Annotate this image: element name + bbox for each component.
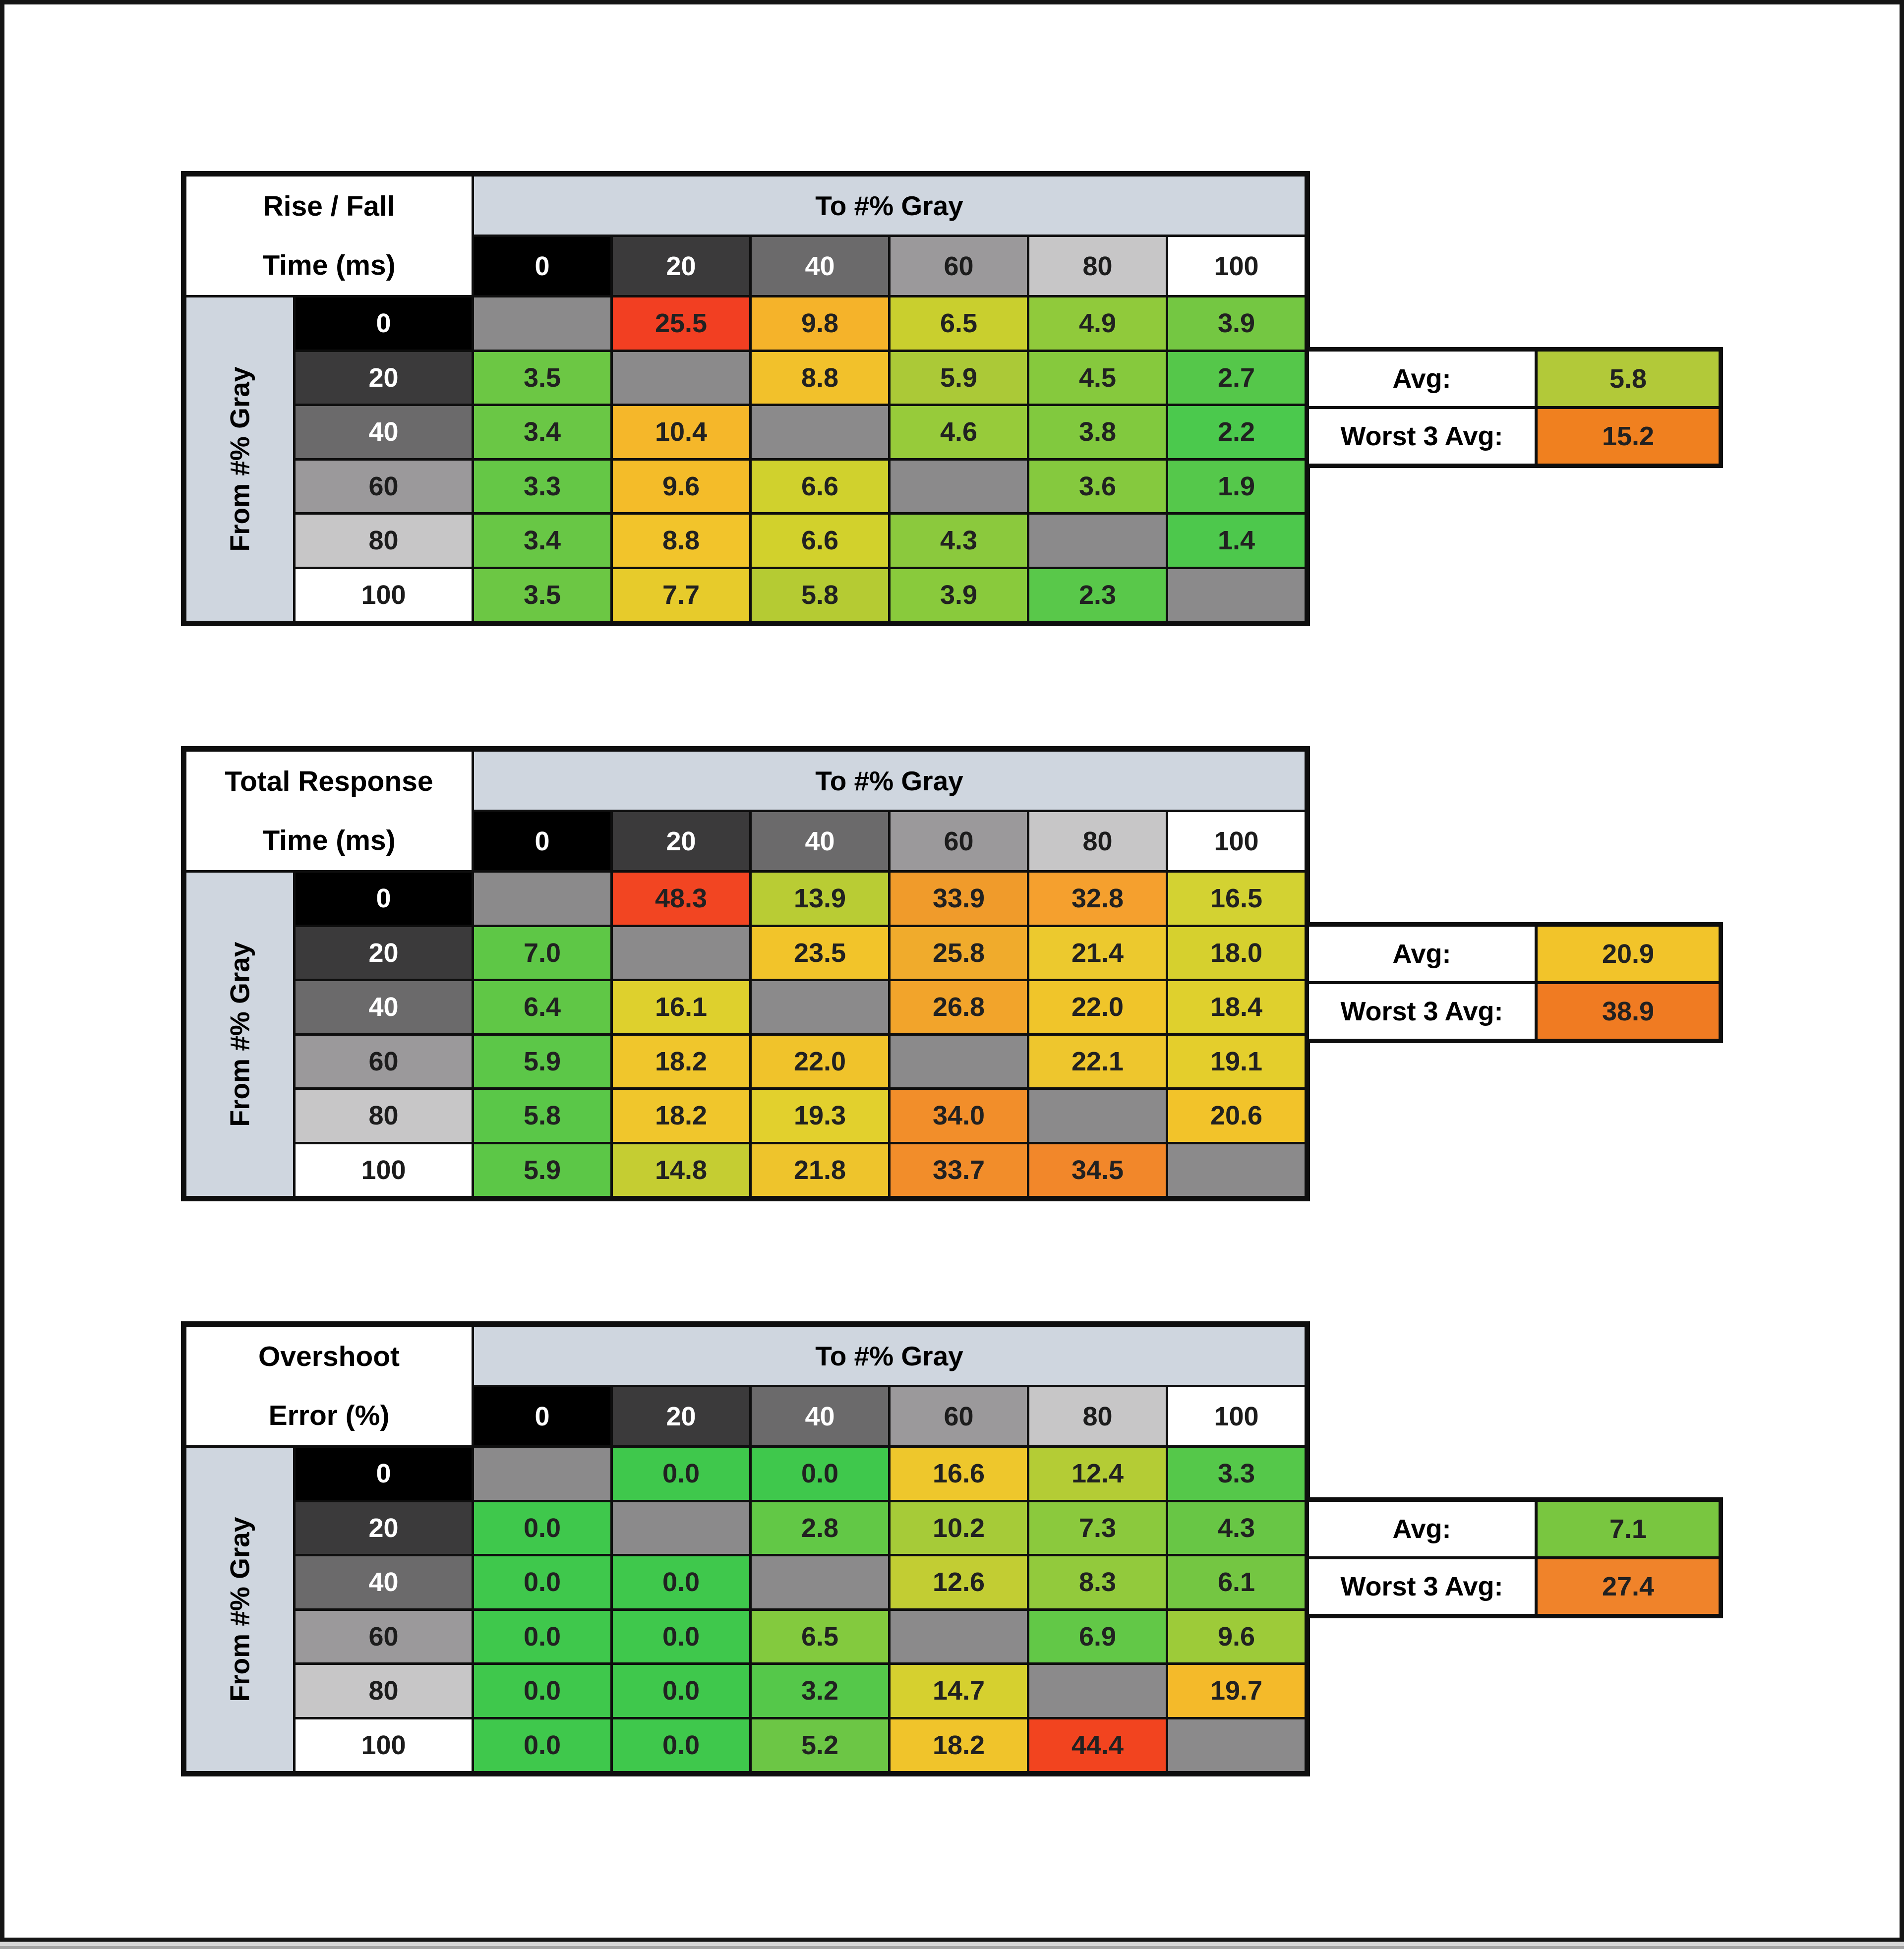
row-header-0: 0 xyxy=(296,873,472,925)
col-header-80: 80 xyxy=(1029,237,1166,295)
cell-from-40-to-80: 3.8 xyxy=(1029,406,1166,458)
cell-from-20-to-0: 3.5 xyxy=(474,352,610,404)
cell-from-80-to-20: 8.8 xyxy=(613,515,749,567)
cell-from-80-to-60: 34.0 xyxy=(891,1090,1027,1142)
cell-from-0-to-40: 9.8 xyxy=(752,297,888,350)
cell-from-60-to-40: 6.5 xyxy=(752,1611,888,1663)
col-header-80: 80 xyxy=(1029,1387,1166,1445)
cell-from-40-to-0: 6.4 xyxy=(474,981,610,1033)
from-axis-title xyxy=(186,873,293,1196)
cell-from-0-to-100: 3.9 xyxy=(1168,297,1305,350)
table-title-line: Time (ms) xyxy=(262,825,396,857)
row-header-40: 40 xyxy=(296,981,472,1033)
cell-from-40-to-80: 22.0 xyxy=(1029,981,1166,1033)
heatmap-table-1 xyxy=(181,171,1310,626)
row-header-0: 0 xyxy=(296,297,472,350)
table-title xyxy=(186,177,472,295)
cell-from-100-to-40: 5.2 xyxy=(752,1719,888,1772)
cell-from-80-to-40: 6.6 xyxy=(752,515,888,567)
cell-from-20-to-60: 5.9 xyxy=(891,352,1027,404)
table-title-line: Time (ms) xyxy=(262,249,396,282)
cell-from-80-to-40: 19.3 xyxy=(752,1090,888,1142)
col-header-100: 100 xyxy=(1168,812,1305,870)
cell-from-60-to-0: 3.3 xyxy=(474,461,610,513)
cell-from-80-to-100: 1.4 xyxy=(1168,515,1305,567)
table-title-line: Total Response xyxy=(225,765,433,797)
diagonal-cell xyxy=(613,927,749,979)
cell-from-20-to-0: 0.0 xyxy=(474,1502,610,1554)
cell-from-100-to-60: 3.9 xyxy=(891,569,1027,621)
cell-from-100-to-20: 7.7 xyxy=(613,569,749,621)
col-header-60: 60 xyxy=(891,812,1027,870)
cell-from-40-to-80: 8.3 xyxy=(1029,1556,1166,1608)
col-header-60: 60 xyxy=(891,1387,1027,1445)
cell-from-0-to-20: 48.3 xyxy=(613,873,749,925)
col-header-0: 0 xyxy=(474,237,610,295)
summary-block-3 xyxy=(1305,1497,1723,1618)
cell-from-40-to-0: 0.0 xyxy=(474,1556,610,1608)
cell-from-60-to-20: 18.2 xyxy=(613,1036,749,1088)
row-header-60: 60 xyxy=(296,1611,472,1663)
cell-from-60-to-40: 6.6 xyxy=(752,461,888,513)
summary-block-1 xyxy=(1305,347,1723,468)
worst3-avg-label: Worst 3 Avg: xyxy=(1309,1559,1535,1614)
cell-from-80-to-60: 14.7 xyxy=(891,1665,1027,1717)
avg-value: 20.9 xyxy=(1538,927,1719,981)
heatmap-table-3 xyxy=(181,1321,1310,1776)
cell-from-100-to-40: 21.8 xyxy=(752,1144,888,1196)
diagonal-cell xyxy=(891,1036,1027,1088)
worst3-avg-label: Worst 3 Avg: xyxy=(1309,409,1535,464)
cell-from-60-to-80: 3.6 xyxy=(1029,461,1166,513)
avg-value: 7.1 xyxy=(1538,1502,1719,1556)
row-header-20: 20 xyxy=(296,1502,472,1554)
cell-from-0-to-80: 32.8 xyxy=(1029,873,1166,925)
cell-from-80-to-40: 3.2 xyxy=(752,1665,888,1717)
cell-from-40-to-100: 6.1 xyxy=(1168,1556,1305,1608)
cell-from-60-to-0: 0.0 xyxy=(474,1611,610,1663)
cell-from-80-to-0: 0.0 xyxy=(474,1665,610,1717)
cell-from-100-to-0: 3.5 xyxy=(474,569,610,621)
cell-from-20-to-60: 25.8 xyxy=(891,927,1027,979)
cell-from-0-to-100: 16.5 xyxy=(1168,873,1305,925)
cell-from-20-to-0: 7.0 xyxy=(474,927,610,979)
cell-from-0-to-40: 0.0 xyxy=(752,1448,888,1500)
avg-value: 5.8 xyxy=(1538,352,1719,406)
cell-from-40-to-0: 3.4 xyxy=(474,406,610,458)
col-header-0: 0 xyxy=(474,1387,610,1445)
from-axis-title xyxy=(186,1448,293,1771)
cell-from-20-to-40: 23.5 xyxy=(752,927,888,979)
col-header-80: 80 xyxy=(1029,812,1166,870)
row-header-60: 60 xyxy=(296,1036,472,1088)
cell-from-60-to-80: 6.9 xyxy=(1029,1611,1166,1663)
diagonal-cell xyxy=(474,1448,610,1500)
diagonal-cell xyxy=(752,406,888,458)
row-header-40: 40 xyxy=(296,1556,472,1608)
cell-from-20-to-100: 18.0 xyxy=(1168,927,1305,979)
diagonal-cell xyxy=(1029,515,1166,567)
col-header-60: 60 xyxy=(891,237,1027,295)
cell-from-100-to-0: 0.0 xyxy=(474,1719,610,1772)
cell-from-40-to-20: 0.0 xyxy=(613,1556,749,1608)
cell-from-40-to-20: 16.1 xyxy=(613,981,749,1033)
cell-from-80-to-100: 20.6 xyxy=(1168,1090,1305,1142)
cell-from-40-to-20: 10.4 xyxy=(613,406,749,458)
cell-from-20-to-100: 4.3 xyxy=(1168,1502,1305,1554)
table-title-line: Error (%) xyxy=(268,1400,390,1432)
cell-from-20-to-40: 2.8 xyxy=(752,1502,888,1554)
cell-from-0-to-20: 25.5 xyxy=(613,297,749,350)
col-header-100: 100 xyxy=(1168,237,1305,295)
cell-from-0-to-80: 4.9 xyxy=(1029,297,1166,350)
cell-from-40-to-100: 2.2 xyxy=(1168,406,1305,458)
worst3-avg-label: Worst 3 Avg: xyxy=(1309,984,1535,1039)
diagonal-cell xyxy=(613,1502,749,1554)
cell-from-20-to-80: 7.3 xyxy=(1029,1502,1166,1554)
cell-from-80-to-0: 3.4 xyxy=(474,515,610,567)
row-header-80: 80 xyxy=(296,515,472,567)
worst3-avg-value: 15.2 xyxy=(1538,409,1719,464)
cell-from-0-to-100: 3.3 xyxy=(1168,1448,1305,1500)
diagonal-cell xyxy=(474,873,610,925)
cell-from-0-to-60: 33.9 xyxy=(891,873,1027,925)
from-axis-title-text: From #% Gray xyxy=(224,1517,255,1702)
row-header-80: 80 xyxy=(296,1665,472,1717)
cell-from-60-to-80: 22.1 xyxy=(1029,1036,1166,1088)
row-header-100: 100 xyxy=(296,569,472,621)
cell-from-100-to-80: 2.3 xyxy=(1029,569,1166,621)
diagonal-cell xyxy=(891,1611,1027,1663)
row-header-100: 100 xyxy=(296,1719,472,1772)
col-header-100: 100 xyxy=(1168,1387,1305,1445)
col-header-40: 40 xyxy=(752,812,888,870)
summary-block-2 xyxy=(1305,922,1723,1043)
col-header-20: 20 xyxy=(613,1387,749,1445)
cell-from-0-to-60: 6.5 xyxy=(891,297,1027,350)
cell-from-80-to-0: 5.8 xyxy=(474,1090,610,1142)
cell-from-0-to-20: 0.0 xyxy=(613,1448,749,1500)
cell-from-40-to-60: 4.6 xyxy=(891,406,1027,458)
row-header-40: 40 xyxy=(296,406,472,458)
diagonal-cell xyxy=(613,352,749,404)
cell-from-80-to-100: 19.7 xyxy=(1168,1665,1305,1717)
row-header-0: 0 xyxy=(296,1448,472,1500)
diagonal-cell xyxy=(1168,1719,1305,1772)
to-axis-title: To #% Gray xyxy=(474,177,1305,235)
cell-from-100-to-60: 18.2 xyxy=(891,1719,1027,1772)
row-header-20: 20 xyxy=(296,352,472,404)
cell-from-60-to-100: 9.6 xyxy=(1168,1611,1305,1663)
worst3-avg-value: 38.9 xyxy=(1538,984,1719,1039)
avg-label: Avg: xyxy=(1309,1502,1535,1556)
cell-from-80-to-60: 4.3 xyxy=(891,515,1027,567)
cell-from-40-to-60: 26.8 xyxy=(891,981,1027,1033)
col-header-0: 0 xyxy=(474,812,610,870)
cell-from-40-to-60: 12.6 xyxy=(891,1556,1027,1608)
cell-from-60-to-0: 5.9 xyxy=(474,1036,610,1088)
cell-from-100-to-80: 34.5 xyxy=(1029,1144,1166,1196)
cell-from-80-to-20: 0.0 xyxy=(613,1665,749,1717)
cell-from-100-to-20: 14.8 xyxy=(613,1144,749,1196)
table-title xyxy=(186,752,472,870)
cell-from-100-to-20: 0.0 xyxy=(613,1719,749,1772)
cell-from-100-to-60: 33.7 xyxy=(891,1144,1027,1196)
heatmap-table-2 xyxy=(181,746,1310,1201)
cell-from-20-to-80: 21.4 xyxy=(1029,927,1166,979)
cell-from-60-to-20: 0.0 xyxy=(613,1611,749,1663)
col-header-40: 40 xyxy=(752,237,888,295)
row-header-100: 100 xyxy=(296,1144,472,1196)
from-axis-title-text: From #% Gray xyxy=(224,942,255,1127)
bottom-scroll-strip xyxy=(0,1938,1904,1949)
cell-from-100-to-80: 44.4 xyxy=(1029,1719,1166,1772)
cell-from-100-to-0: 5.9 xyxy=(474,1144,610,1196)
row-header-60: 60 xyxy=(296,461,472,513)
col-header-40: 40 xyxy=(752,1387,888,1445)
cell-from-60-to-100: 1.9 xyxy=(1168,461,1305,513)
worst3-avg-value: 27.4 xyxy=(1538,1559,1719,1614)
cell-from-60-to-40: 22.0 xyxy=(752,1036,888,1088)
cell-from-0-to-80: 12.4 xyxy=(1029,1448,1166,1500)
diagonal-cell xyxy=(1029,1665,1166,1717)
diagonal-cell xyxy=(752,981,888,1033)
cell-from-20-to-60: 10.2 xyxy=(891,1502,1027,1554)
diagonal-cell xyxy=(474,297,610,350)
from-axis-title-text: From #% Gray xyxy=(224,366,255,552)
cell-from-0-to-60: 16.6 xyxy=(891,1448,1027,1500)
col-header-20: 20 xyxy=(613,812,749,870)
row-header-80: 80 xyxy=(296,1090,472,1142)
cell-from-0-to-40: 13.9 xyxy=(752,873,888,925)
from-axis-title xyxy=(186,297,293,621)
to-axis-title: To #% Gray xyxy=(474,752,1305,810)
row-header-20: 20 xyxy=(296,927,472,979)
cell-from-40-to-100: 18.4 xyxy=(1168,981,1305,1033)
cell-from-60-to-100: 19.1 xyxy=(1168,1036,1305,1088)
cell-from-20-to-100: 2.7 xyxy=(1168,352,1305,404)
diagonal-cell xyxy=(891,461,1027,513)
table-title xyxy=(186,1327,472,1445)
diagonal-cell xyxy=(1029,1090,1166,1142)
diagonal-cell xyxy=(752,1556,888,1608)
diagonal-cell xyxy=(1168,1144,1305,1196)
col-header-20: 20 xyxy=(613,237,749,295)
cell-from-60-to-20: 9.6 xyxy=(613,461,749,513)
avg-label: Avg: xyxy=(1309,927,1535,981)
avg-label: Avg: xyxy=(1309,352,1535,406)
diagonal-cell xyxy=(1168,569,1305,621)
cell-from-100-to-40: 5.8 xyxy=(752,569,888,621)
cell-from-20-to-80: 4.5 xyxy=(1029,352,1166,404)
cell-from-80-to-20: 18.2 xyxy=(613,1090,749,1142)
cell-from-20-to-40: 8.8 xyxy=(752,352,888,404)
to-axis-title: To #% Gray xyxy=(474,1327,1305,1385)
table-title-line: Overshoot xyxy=(258,1340,400,1372)
table-title-line: Rise / Fall xyxy=(263,190,395,222)
